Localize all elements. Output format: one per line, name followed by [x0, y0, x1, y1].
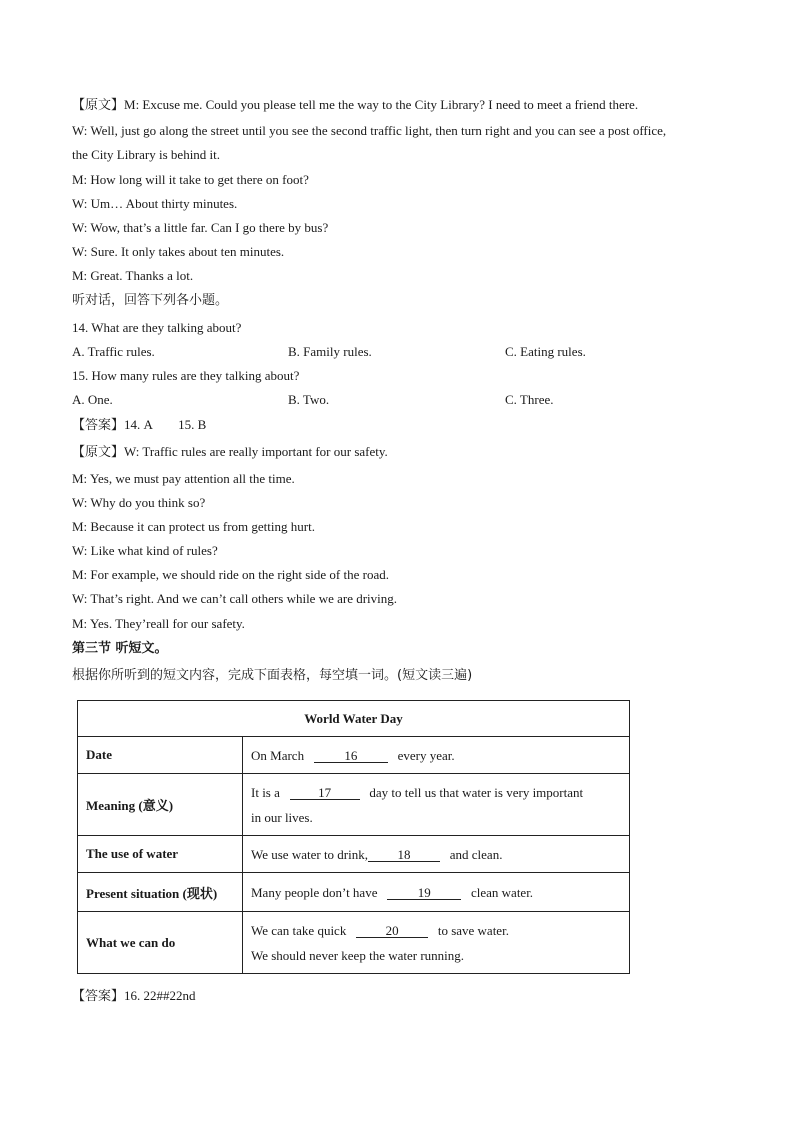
blank-20: 20 [356, 924, 428, 938]
answer-tag: 【答案】 [72, 989, 125, 1004]
table-row [78, 836, 630, 873]
section-title: 第三节 听短文。 [72, 641, 168, 656]
transcript-line: W: Sure. It only takes about ten minutes. [72, 244, 285, 259]
option-b: B. Family rules. [288, 344, 372, 359]
transcript-tag: 【原文】 [72, 98, 125, 113]
option-c: C. Three. [505, 392, 554, 407]
answer-line: 【答案】16. 22##22nd [72, 988, 196, 1004]
option-a: A. Traffic rules. [72, 344, 155, 359]
row-content: We can take quick 20 to save water. We should never keep the water running. [243, 912, 630, 974]
row-label: Present situation (现状) [78, 873, 243, 912]
instruction: 听对话，回答下列各小题。 [72, 293, 229, 308]
row-content: On March 16 every year. [243, 737, 630, 774]
table-row [78, 774, 630, 836]
table-row [78, 912, 630, 974]
row-content: We use water to drink, 18 and clean. [243, 836, 630, 873]
transcript-line: W: Um… About thirty minutes. [72, 196, 238, 211]
table-title: World Water Day [78, 701, 630, 737]
row-label: The use of water [78, 836, 243, 873]
blank-17: 17 [290, 786, 360, 800]
transcript-line: the City Library is behind it. [72, 147, 221, 162]
row-content: It is a 17 day to tell us that water is very important in our lives. [243, 774, 630, 836]
transcript-line: M: Yes. They’reall for our safety. [72, 616, 245, 631]
transcript-line: M: Yes, we must pay attention all the time. [72, 471, 295, 486]
option-c: C. Eating rules. [505, 344, 586, 359]
transcript-line: M: Because it can protect us from getting hurt. [72, 519, 315, 534]
table-row [78, 737, 630, 774]
transcript-line: W: Like what kind of rules? [72, 543, 218, 558]
transcript-line: 【原文】M: Excuse me. Could you please tell me the way to the City Library? I need to meet a friend there. [72, 97, 639, 113]
transcript-line: W: Why do you think so? [72, 495, 206, 510]
row-label: Meaning (意义) [78, 774, 243, 836]
blank-19: 19 [387, 886, 461, 900]
world-water-day-table [77, 700, 630, 974]
answer-tag: 【答案】 [72, 418, 125, 433]
transcript-line: W: That’s right. And we can’t call others while we are driving. [72, 591, 398, 606]
transcript-line: W: Wow, that’s a little far. Can I go there by bus? [72, 220, 329, 235]
transcript-line: W: Well, just go along the street until you see the second traffic light, then turn right and you can see a post office, [72, 123, 667, 138]
transcript-line: M: Great. Thanks a lot. [72, 268, 194, 283]
blank-18: 18 [368, 848, 440, 862]
table-row [78, 873, 630, 912]
row-label: Date [78, 737, 243, 774]
blank-16: 16 [314, 749, 388, 763]
option-b: B. Two. [288, 392, 330, 407]
question-stem: 14. What are they talking about? [72, 320, 242, 335]
question-stem: 15. How many rules are they talking about? [72, 368, 300, 383]
table-title-row [78, 701, 630, 737]
answer-line: 【答案】14. A 15. B [72, 417, 207, 433]
transcript-tag: 【原文】 [72, 445, 125, 460]
row-content: Many people don’t have 19 clean water. [243, 873, 630, 912]
transcript-line: M: For example, we should ride on the right side of the road. [72, 567, 389, 582]
row-label: What we can do [78, 912, 243, 974]
transcript-line: 【原文】W: Traffic rules are really important for our safety. [72, 444, 388, 460]
option-a: A. One. [72, 392, 113, 407]
transcript-line: M: How long will it take to get there on foot? [72, 172, 309, 187]
section-instruction: 根据你所听到的短文内容，完成下面表格，每空填一词。(短文读三遍) [72, 668, 473, 683]
